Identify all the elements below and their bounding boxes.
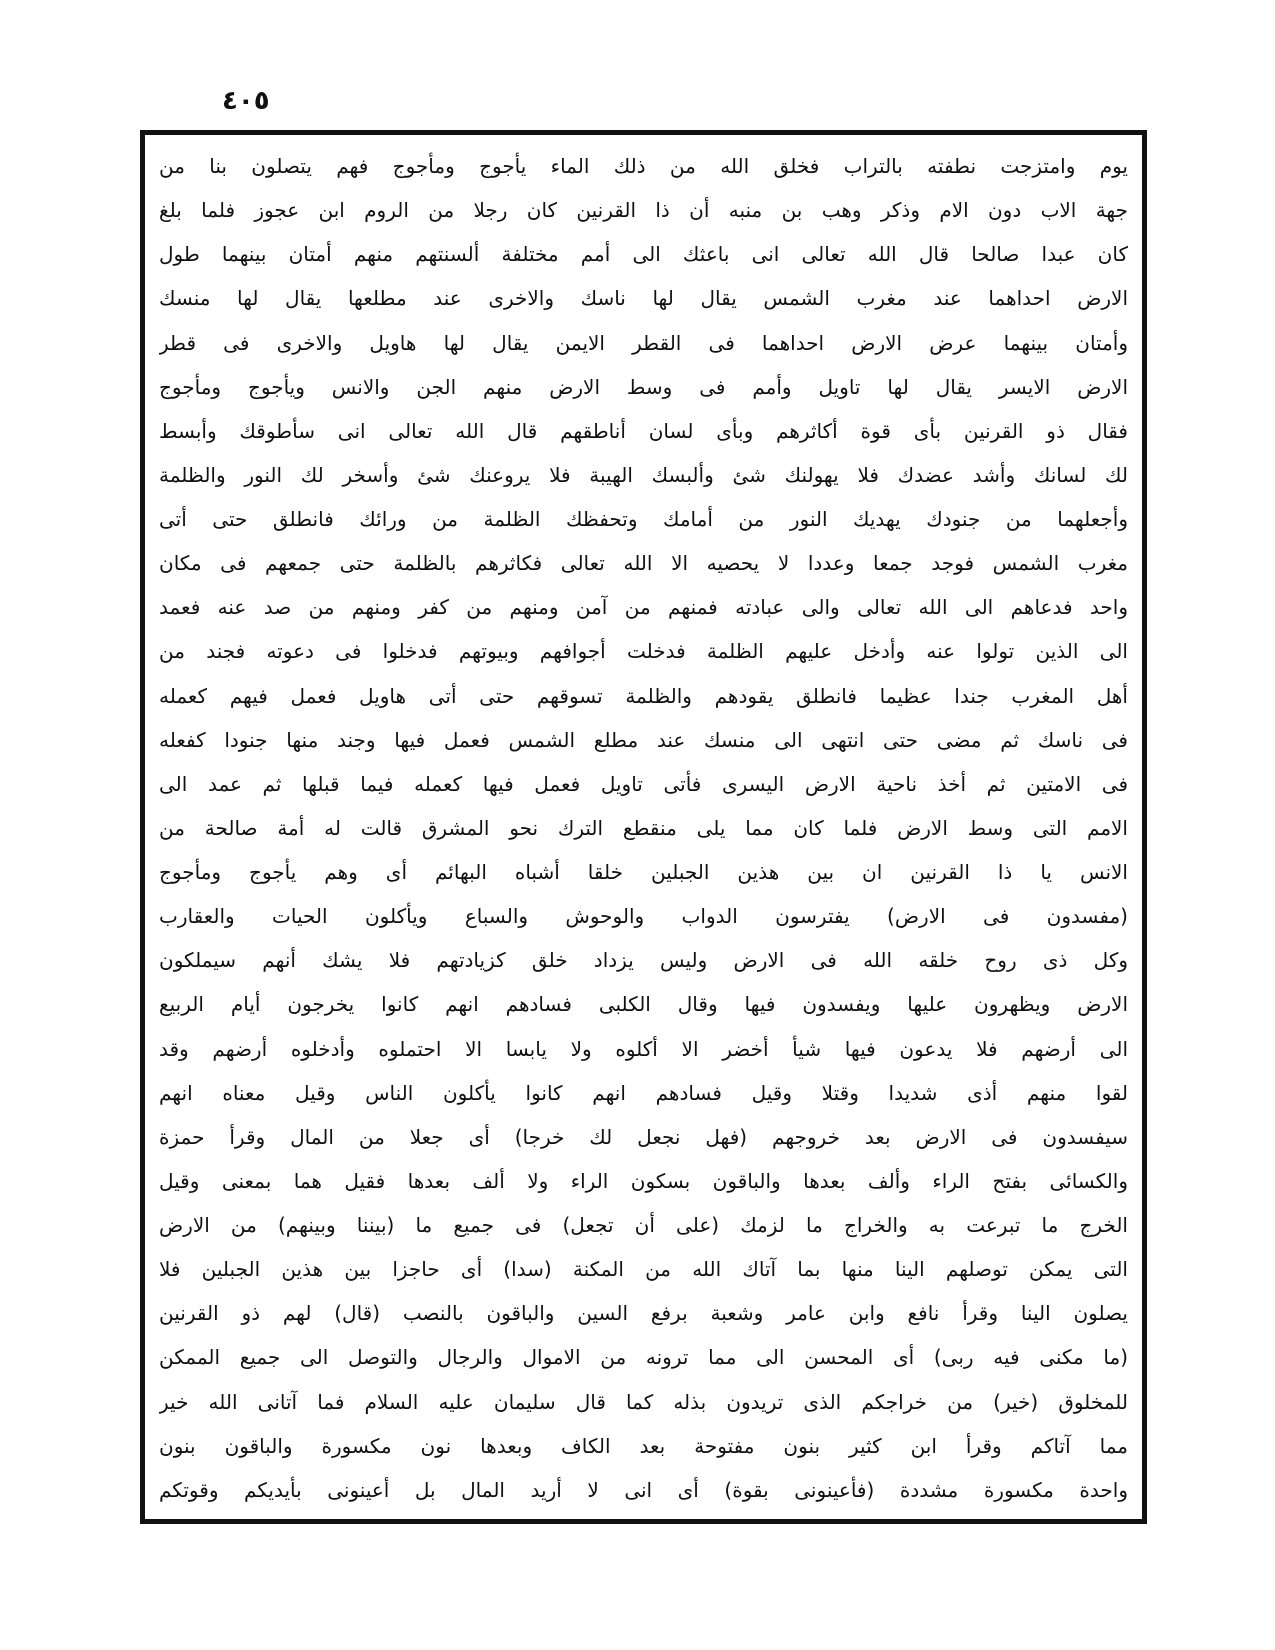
text-line-21: الى أرضهم فلا يدعون فيها شيأ أخضر الا أكلوه ولا يابسا الا احتملوه وأدخلوه أرضهم وقد xyxy=(159,1036,1128,1061)
text-line-23: سيفسدون فى الارض بعد خروجهم (فهل نجعل لك خرجا) أى جعلا من المال وقرأ حمزة xyxy=(159,1124,1128,1149)
text-line-29: للمخلوق (خير) من خراجكم الذى تريدون بذله كما قال سليمان عليه السلام فما آتانى الله خير xyxy=(159,1389,1128,1414)
text-line-31: واحدة مكسورة مشددة (فأعينونى بقوة) أى انى لا أريد المال بل أعينونى بأيديكم وقوتكم xyxy=(159,1477,1128,1502)
text-line-2: جهة الاب دون الام وذكر وهب بن منبه أن ذا القرنين كان رجلا من الروم ابن عجوز فلما بلغ xyxy=(159,198,1128,223)
text-body xyxy=(159,147,1128,1509)
text-line-25: الخرج ما تبرعت به والخراج ما لزمك (على أن تجعل) فى جميع ما (بيننا وبينهم) من الارض xyxy=(159,1213,1128,1237)
text-line-9: وأجعلهما من جنودك يهديك النور من أمامك وتحفظك الظلمة من ورائك فانطلق حتى أتى xyxy=(159,507,1128,531)
text-line-22: لقوا منهم أذى شديدا وقتلا وقيل فسادهم انهم كانوا يأكلون الناس وقيل معناه انهم xyxy=(159,1080,1128,1105)
text-line-15: فى الامتين ثم أخذ ناحية الارض اليسرى فأتى تاويل فعمل فيها كعمله فيما قبلها ثم عمد الى xyxy=(159,771,1128,796)
text-line-18: (مفسدون فى الارض) يفترسون الدواب والوحوش والسباع ويأكلون الحيات والعقارب xyxy=(159,904,1128,929)
text-line-28: (ما مكنى فيه ربى) أى المحسن الى مما ترونه من الاموال والرجال والتوصل الى جميع الممكن xyxy=(159,1345,1128,1370)
text-line-1: يوم وامتزجت نطفته بالتراب فخلق الله من ذلك الماء يأجوج ومأجوج فهم يتصلون بنا من xyxy=(159,154,1128,178)
text-line-10: مغرب الشمس فوجد جمعا وعددا لا يحصيه الا الله تعالى فكاثرهم بالظلمة حتى جمعهم فى مكان xyxy=(159,551,1128,576)
text-line-14: فى ناسك ثم مضى حتى انتهى الى منسك عند مطلع الشمس فعمل فيها وجند منها جنودا كفعله xyxy=(159,727,1128,752)
text-line-3: كان عبدا صالحا قال الله تعالى انى باعثك الى أمم مختلفة ألسنتهم منهم أمتان بينهما طول xyxy=(159,242,1128,267)
text-line-16: الامم التى وسط الارض فلما كان مما يلى منقطع الترك نحو المشرق قالت له أمة صالحة من xyxy=(159,815,1128,840)
text-line-26: التى يمكن توصلهم الينا منها بما آتاك الله من المكنة (سدا) أى حاجزا بين هذين الجبلين فلا xyxy=(159,1257,1128,1282)
text-line-13: أهل المغرب جندا عظيما فانطلق يقودهم والظلمة تسوقهم حتى أتى هاويل فعمل فيهم كعمله xyxy=(159,683,1128,708)
text-line-24: والكسائى بفتح الراء وألف بعدها والباقون بسكون الراء ولا ألف بعدها فقيل هما بمعنى وقيل xyxy=(159,1168,1128,1193)
text-line-11: واحد فدعاهم الى الله تعالى والى عبادته فمنهم من آمن ومنهم من كفر ومنهم من صد عنه فعمد xyxy=(159,595,1128,620)
text-line-6: الارض الايسر يقال لها تاويل وأمم فى وسط الارض منهم الجن والانس ويأجوج ومأجوج xyxy=(159,374,1128,399)
text-line-19: وكل ذى روح خلقه الله فى الارض وليس يزداد خلق كزيادتهم فلا يشك أنهم سيملكون xyxy=(159,948,1128,973)
page-frame xyxy=(140,130,1147,1524)
text-line-8: لك لسانك وأشد عضدك فلا يهولنك شئ وألبسك الهيبة فلا يروعنك شئ وأسخر لك النور والظلمة xyxy=(159,462,1128,487)
text-line-27: يصلون الينا وقرأ نافع وابن عامر وشعبة برفع السين والباقون بالنصب (قال) لهم ذو القرنين xyxy=(159,1301,1128,1326)
page-number: ٤٠٥ xyxy=(222,86,270,116)
text-line-7: فقال ذو القرنين بأى قوة أكاثرهم وبأى لسان أناطقهم قال الله تعالى انى سأطوقك وأبسط xyxy=(159,418,1128,443)
text-line-5: وأمتان بينهما عرض الارض احداهما فى القطر الايمن يقال لها هاويل والاخرى فى قطر xyxy=(159,330,1128,355)
text-line-30: مما آتاكم وقرأ ابن كثير بنون مفتوحة بعد الكاف وبعدها نون مكسورة والباقون بنون xyxy=(159,1433,1128,1458)
text-line-17: الانس يا ذا القرنين ان بين هذين الجبلين خلقا أشباه البهائم أى وهم يأجوج ومأجوج xyxy=(159,860,1128,884)
text-line-4: الارض احداهما عند مغرب الشمس يقال لها ناسك والاخرى عند مطلعها يقال لها منسك xyxy=(159,286,1128,311)
text-line-12: الى الذين تولوا عنه وأدخل عليهم الظلمة فدخلت أجوافهم وبيوتهم فدخلوا فى دعوته فجند من xyxy=(159,639,1128,664)
text-line-20: الارض ويظهرون عليها ويفسدون فيها وقال الكلبى فسادهم انهم كانوا يخرجون أيام الربيع xyxy=(159,992,1128,1017)
